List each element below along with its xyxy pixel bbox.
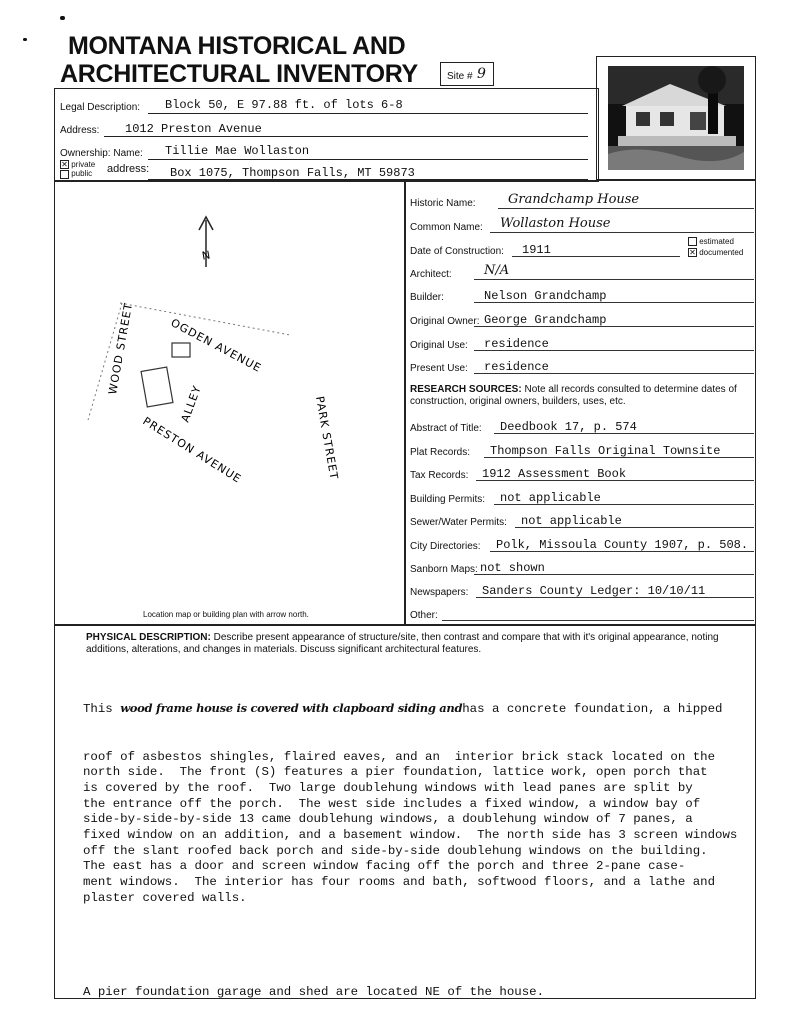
field-label: Architect: (410, 269, 452, 280)
private-checkbox[interactable]: ✕ (61, 160, 68, 170)
owner-name-value: Tillie Mae Wollaston (165, 144, 310, 158)
physical-line: is covered by the roof. Two large doublehung windows with lead panes are split by (83, 780, 693, 795)
physical-line: roof of asbestos shingles, flaired eaves, and an interior brick stack located on the (83, 749, 716, 764)
field-value: Grandchamp House (508, 192, 640, 207)
estimated-label: estimated (699, 237, 734, 246)
research-sources-note (410, 384, 750, 408)
location-map (58, 185, 402, 605)
research-value: 1912 Assessment Book (482, 467, 627, 481)
field-underline (474, 279, 754, 280)
physical-description-text (83, 670, 737, 1016)
ownership-type (60, 160, 95, 179)
physical-line: The east has a door and screen window facing off the porch and three 2-pane case- (83, 859, 686, 874)
physical-description-instructions (86, 632, 750, 656)
site-box (440, 62, 494, 86)
research-value: not applicable (500, 491, 601, 505)
research-value: not shown (480, 561, 545, 575)
house-outline (141, 367, 173, 407)
physical-line-1: This wood frame house is covered with clapboard siding andhas a concrete foundation, a hipped (83, 701, 723, 717)
research-label: Newspapers: (410, 587, 469, 598)
handwritten-insert: wood frame house is covered with clapboard siding and (120, 701, 463, 716)
research-heading: RESEARCH SOURCES: (410, 384, 522, 395)
field-value: Wollaston House (500, 216, 611, 231)
documented-checkbox[interactable]: ✕ (689, 248, 696, 258)
private-label: private (71, 160, 96, 169)
ogden-avenue-label: OGDEN AVENUE (168, 316, 264, 375)
field-label: Common Name: (410, 222, 483, 233)
field-value: Nelson Grandchamp (484, 289, 607, 303)
field-value: 1911 (522, 243, 551, 257)
address-label: Address: (60, 125, 100, 136)
public-label: public (71, 169, 93, 179)
research-value: Sanders County Ledger: 10/10/11 (482, 584, 706, 598)
form-title-line-2: ARCHITECTURAL INVENTORY (60, 60, 418, 88)
wood-street-label: WOOD STREET (106, 301, 136, 396)
research-value: Polk, Missoula County 1907, p. 508. (496, 538, 749, 552)
research-label: Tax Records: (410, 470, 469, 481)
alley-label: ALLEY (178, 383, 204, 425)
form-title-line-1: MONTANA HISTORICAL AND (68, 32, 406, 60)
physical-lines (83, 750, 737, 907)
research-label: Plat Records: (410, 447, 471, 458)
field-underline (498, 208, 754, 209)
physical-final-line: A pier foundation garage and shed are located NE of the house. (83, 985, 545, 1000)
field-value: George Grandchamp (484, 313, 607, 327)
map-divider (404, 182, 406, 624)
park-street-label: PARK STREET (313, 395, 341, 482)
research-label: City Directories: (410, 541, 481, 552)
physical-heading: PHYSICAL DESCRIPTION: (86, 632, 211, 643)
owner-underline (148, 159, 588, 160)
legal-description-label: Legal Description: (60, 102, 141, 113)
date-options (688, 236, 743, 258)
estimated-checkbox[interactable] (688, 237, 697, 246)
field-label: Original Owner: (410, 316, 480, 327)
ownership-name-label: Ownership: Name: (60, 148, 143, 159)
research-label: Abstract of Title: (410, 423, 482, 434)
ogden-avenue-line (120, 303, 290, 335)
address-underline (104, 136, 588, 137)
research-label: Other: (410, 610, 438, 621)
physical-line: fixed window on an addition, and a basement window. The north side has 3 screen windows (83, 828, 738, 843)
research-underline (442, 620, 754, 621)
field-label: Historic Name: (410, 198, 476, 209)
preston-avenue-label: PRESTON AVENUE (140, 414, 244, 486)
physical-line: off the slant roofed back porch and side-by-side doublehung windows on the building. (83, 843, 708, 858)
physical-line: ment windows. The interior has four rooms and bath, softwood floors, and a lathe and (83, 875, 716, 890)
field-value: N/A (484, 263, 510, 278)
research-note: Note all records consulted to determine dates of construction, original owners, builders, uses, etc. (410, 384, 737, 407)
field-underline (490, 232, 754, 233)
research-label: Building Permits: (410, 494, 486, 505)
owner-address-label: address: (107, 163, 150, 175)
legal-description-value: Block 50, E 97.88 ft. of lots 6-8 (165, 98, 403, 112)
owner-address-value: Box 1075, Thompson Falls, MT 59873 (170, 166, 415, 180)
field-label: Original Use: (410, 340, 468, 351)
documented-label: documented (699, 248, 744, 257)
physical-line: plaster covered walls. (83, 890, 247, 905)
physical-line: side-by-side-by-side 13 came doublehung windows, a doublehung window of 7 panes, a (83, 812, 693, 827)
address-value: 1012 Preston Avenue (125, 122, 262, 136)
field-value: residence (484, 337, 549, 351)
field-value: residence (484, 360, 549, 374)
research-value: Deedbook 17, p. 574 (500, 420, 637, 434)
stray-mark (60, 16, 65, 20)
site-label: Site # (447, 71, 473, 82)
field-label: Builder: (410, 292, 444, 303)
house-photo-image (608, 66, 744, 170)
north-label: N (200, 248, 213, 263)
public-checkbox[interactable] (60, 170, 69, 179)
physical-line: the entrance off the porch. The west side includes a fixed window, a window bay of (83, 796, 701, 811)
research-value: not applicable (521, 514, 622, 528)
legal-underline (148, 113, 588, 114)
research-label: Sewer/Water Permits: (410, 517, 507, 528)
physical-line: north side. The front (S) features a pier foundation, lattice work, open porch that (83, 765, 708, 780)
site-number: 9 (477, 66, 486, 82)
research-label: Sanborn Maps: (410, 564, 478, 575)
house-photo (608, 66, 744, 170)
stray-mark (23, 38, 27, 41)
garage-outline (172, 343, 190, 357)
field-label: Date of Construction: (410, 246, 504, 257)
research-value: Thompson Falls Original Townsite (490, 444, 721, 458)
physical-instructions: Describe present appearance of structure/site, then contrast and compare that with it's original appearance, noting additions, alterations, and changes in materials. Discuss significant architectural features. (86, 632, 719, 655)
map-caption: Location map or building plan with arrow north. (143, 610, 309, 619)
field-label: Present Use: (410, 363, 468, 374)
